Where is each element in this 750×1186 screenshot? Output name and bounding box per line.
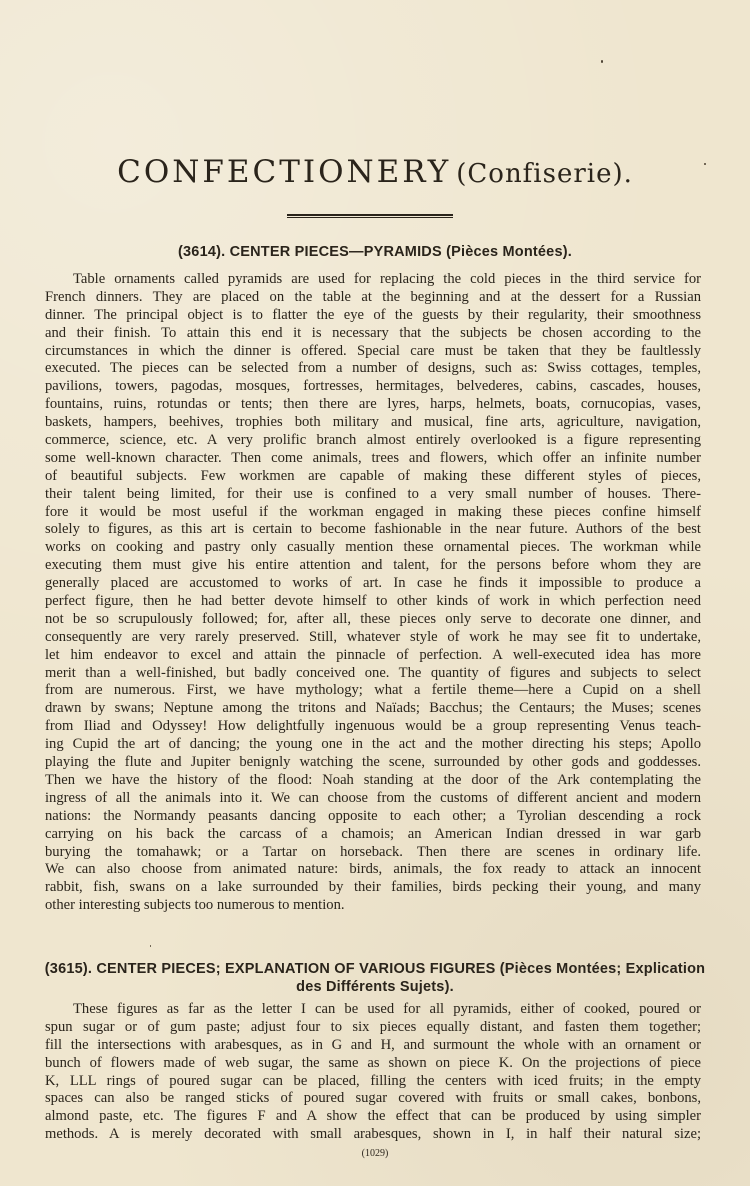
ink-speck: [601, 60, 603, 63]
text-line: nations: the Normandy peasants dancing opposite to each other; a Tyrolian descending a rock: [45, 807, 701, 824]
text-line: rabbit, fish, swans on a lake surrounded by their families, birds pecking their young, and many: [45, 879, 701, 896]
text-line: ing Cupid the art of dancing; the young one in the act and the mother directing his steps; Apollo: [45, 736, 701, 753]
text-line: solely to figures, as this art is certain to become fashionable in the near future. Authors of the best: [45, 521, 701, 538]
text-line: their talent being limited, for their use is confined to a very small number of houses. There-: [45, 485, 701, 502]
text-line: not be so scrupulously followed; for, after all, these pieces only serve to decorate one dinner, and: [45, 610, 701, 627]
title-subtitle: (Confiserie).: [456, 159, 633, 189]
text-line: French dinners. They are placed on the table at the beginning and at the dessert for a Russian: [45, 288, 701, 305]
text-line: fill the intersections with arabesques, as in G and H, and surmount the whole with an ornament or: [45, 1036, 701, 1053]
text-line: circumstances in which the dinner is offered. Special care must be taken that they be faultlessly: [45, 342, 701, 359]
text-line: spun sugar or of gum paste; adjust four to six pieces equally distant, and fasten them together;: [45, 1018, 701, 1035]
text-line: baskets, hampers, beehives, trophies both military and musical, fine arts, agriculture, navigation,: [45, 414, 701, 431]
section-3615-heading-continued: des Différents Sujets).: [296, 979, 454, 995]
text-line: executing them must give his entire attention and talent, for the persons before whom they are: [45, 557, 701, 574]
section-3614-heading: (3614). CENTER PIECES—PYRAMIDS (Pièces Montées).: [178, 244, 572, 260]
text-line: These figures as far as the letter I can be used for all pyramids, either of cooked, poured or: [73, 1001, 701, 1017]
page-number: (1029): [361, 1148, 389, 1159]
text-line: and their finish. To attain this end it is necessary that the subjects be chosen according to the: [45, 324, 701, 341]
title-main: CONFECTIONERY: [117, 154, 452, 190]
text-line: bunch of flowers made of web sugar, the same as shown on piece K. On the projections of piece: [45, 1054, 701, 1071]
text-line: some well-known character. Then come animals, trees and flowers, which offer an infinite number: [45, 449, 701, 466]
text-line: merit than a well-finished, but badly conceived one. The quantity of figures and subjects to select: [45, 664, 701, 681]
text-line: playing the flute and Jupiter benignly watching the scene, surrounded by other gods and goddesses.: [45, 754, 701, 771]
text-line: K, LLL rings of poured sugar can be placed, filling the centers with iced fruits; in the empty: [45, 1072, 701, 1089]
text-line: Then we have the history of the flood: Noah standing at the door of the Ark contemplating the: [45, 771, 701, 788]
section-3614-body: [45, 271, 701, 915]
text-line: methods. A is merely decorated with small arabesques, shown in I, in half their natural size;: [45, 1126, 701, 1143]
title-rule: [287, 214, 453, 218]
text-line: spaces can also be ranged sticks of poured sugar covered with fruits or small cakes, bonbons,: [45, 1090, 701, 1107]
text-line: carrying on his back the carcass of a chamois; an American Indian dressed in war garb: [45, 825, 701, 842]
text-line: of beautiful subjects. Few workmen are capable of making these different styles of pieces,: [45, 467, 701, 484]
text-line: burying the tomahawk; or a Tartar on horseback. Then there are scenes in ordinary life.: [45, 843, 701, 860]
section-3615-body: [45, 1001, 701, 1144]
text-line: commerce, science, etc. A very prolific branch almost entirely overlooked is a figure representing: [45, 432, 701, 449]
text-line: pavilions, towers, pagodas, mosques, fortresses, hermitages, belvederes, cabins, cascades, houses,: [45, 378, 701, 395]
text-line: generally placed are accustomed to works of art. In case he finds it impossible to produce a: [45, 575, 701, 592]
ink-speck: [150, 945, 151, 947]
text-line: let him endeavor to excel and attain the pinnacle of perfection. A well-executed idea has more: [45, 646, 701, 663]
text-line: fountains, ruins, rotundas or tents; then there are lyres, harps, helmets, boats, cornucopias, vases,: [45, 396, 701, 413]
text-line: from Iliad and Odyssey! How delightfully ingenuous would be a group representing Venus teach-: [45, 718, 701, 735]
text-line: ingress of all the animals into it. We can choose from the customs of different ancient and modern: [45, 789, 701, 806]
text-line: almond paste, etc. The figures F and A show the effect that can be produced by using simpler: [45, 1108, 701, 1125]
page-title: [0, 154, 750, 190]
text-line: fore it would be most useful if the workman engaged in making these pieces confine himself: [45, 503, 701, 520]
text-line: other interesting subjects too numerous to mention.: [45, 897, 345, 914]
text-line: works on cooking and pastry only casually mention these ornamental pieces. The workman while: [45, 539, 701, 556]
text-line: from are numerous. First, we have mythology; what a fertile theme—here a Cupid on a shell: [45, 682, 701, 699]
text-line: Table ornaments called pyramids are used for replacing the cold pieces in the third service for: [73, 271, 701, 287]
text-line: executed. The pieces can be selected from a number of designs, such as: Swiss cottages, temples,: [45, 360, 701, 377]
text-line: drawn by swans; Neptune among the tritons and Naïads; Bacchus; the Centaurs; the Muses; scenes: [45, 700, 701, 717]
text-line: We can also choose from animated nature: birds, animals, the fox ready to attack an innocent: [45, 861, 701, 878]
text-line: consequently are very rarely preserved. Still, whatever style of work he may see fit to undertake,: [45, 628, 701, 645]
text-line: dinner. The principal object is to flatter the eye of the guests by their regularity, their smoothness: [45, 306, 701, 323]
section-3615-heading: (3615). CENTER PIECES; EXPLANATION OF VARIOUS FIGURES (Pièces Montées; Explication: [44, 961, 706, 977]
text-line: perfect figure, then he had better devote himself to other kinds of work in which perfection need: [45, 593, 701, 610]
